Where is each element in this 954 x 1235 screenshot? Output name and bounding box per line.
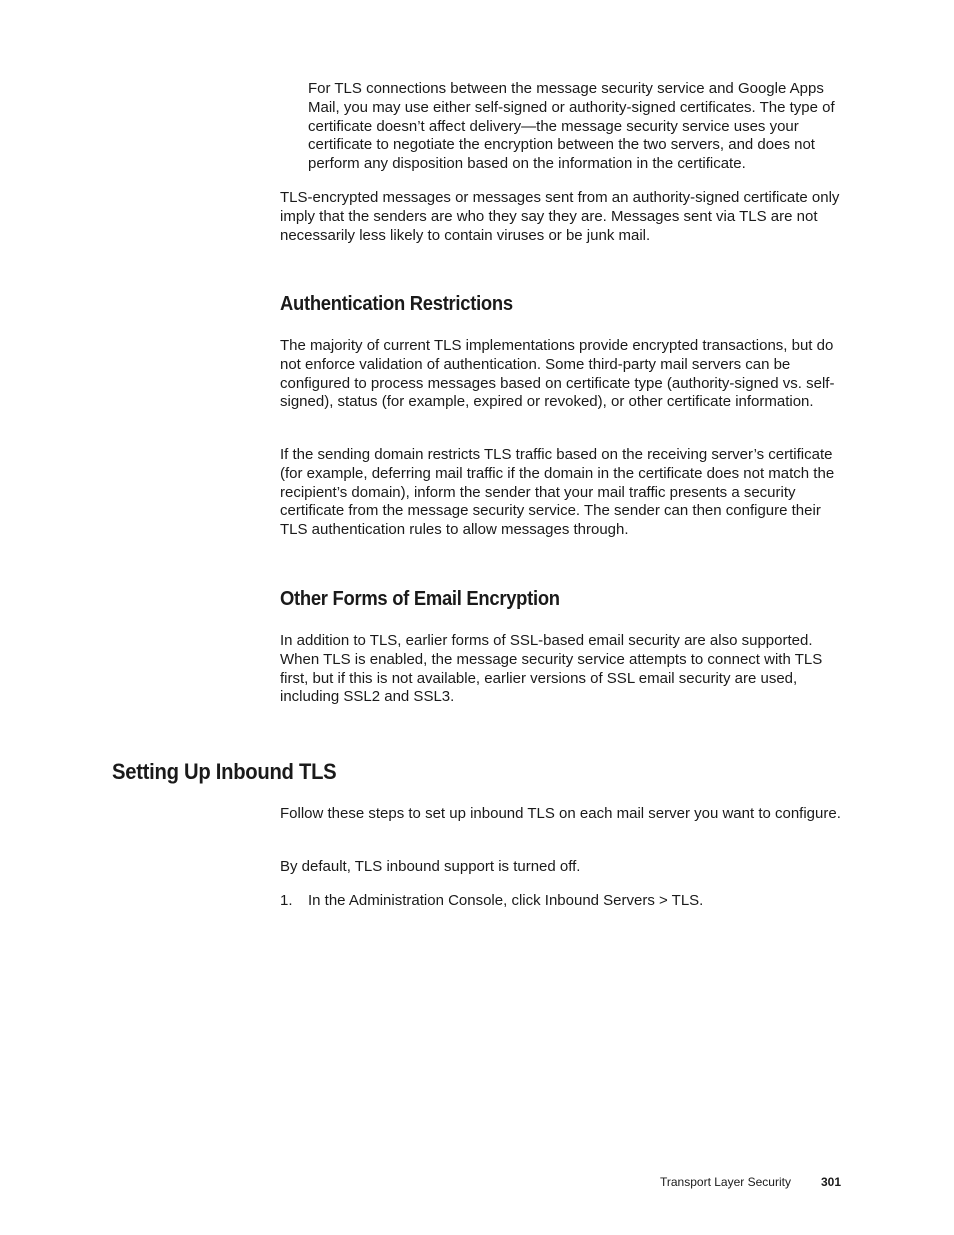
note-paragraph: For TLS connections between the message security service and Google Apps Mail, you may use either self-signed or authority-signed certificates. The type of certificate doesn’t affect delivery—the message security service uses your certificate to negotiate the encryption between the two servers, and does not perform any disposition based on the information in the certificate. [308,80,835,173]
inbound-paragraph-1: Follow these steps to set up inbound TLS on each mail server you want to configure. [280,805,841,822]
authentication-paragraph-2: If the sending domain restricts TLS traffic based on the receiving server’s certificate (for example, deferring mail traffic if the domain in the certificate does not match the recipient’s domain), inform the sender that your mail traffic presents a security certificate from the message security service. The sender can then configure their TLS authentication rules to allow messages through. [280,446,835,539]
section-heading-authentication-restrictions: Authentication Restrictions [280,293,513,315]
footer-chapter-title: Transport Layer Security [660,1175,791,1189]
authentication-paragraph-1: The majority of current TLS implementations provide encrypted transactions, but do not enforce validation of authentication. Some third-party mail servers can be configured to process messages based on certificate type (authority-signed vs. self-signed), status (for example, expired or revoked), or other certificate information. [280,337,835,411]
intro-paragraph: TLS-encrypted messages or messages sent from an authority-signed certificate only imply that the senders are who they say they are. Messages sent via TLS are not necessarily less likely to contain viruses or be junk mail. [280,189,840,244]
other-forms-paragraph: In addition to TLS, earlier forms of SSL-based email security are also supported. When TLS is enabled, the message security service attempts to connect with TLS first, but if this is not available, earlier versions of SSL email security are used, including SSL2 and SSL3. [280,632,823,706]
step-text: In the Administration Console, click Inbound Servers > TLS. [308,892,704,909]
chapter-heading-setting-up-inbound-tls: Setting Up Inbound TLS [112,759,337,784]
footer-page-number: 301 [821,1175,842,1189]
inbound-paragraph-2: By default, TLS inbound support is turned off. [280,858,581,875]
section-heading-other-forms: Other Forms of Email Encryption [280,588,560,610]
step-number: 1. [280,892,293,909]
